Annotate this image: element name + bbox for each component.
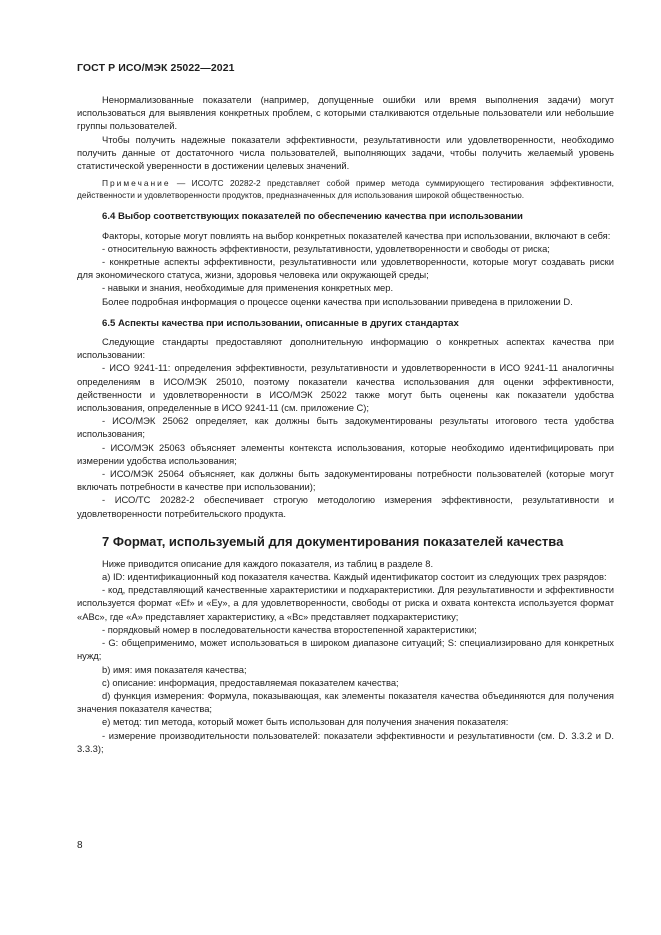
list-item: - G: общеприменимо, может использоваться в широком диапазоне ситуаций; S: специализировано для конкретных нужд;: [77, 637, 614, 662]
paragraph: Ненормализованные показатели (например, допущенные ошибки или время выполнения задачи) могут использоваться для выявления конкретных проблем, с которыми сталкиваются отдельные пользователи или небольшие группы пользователей.: [77, 94, 614, 132]
list-item: - ИСО/МЭК 25062 определяет, как должны быть задокументированы результаты итогового теста удобства использования;: [77, 415, 614, 440]
list-item: d) функция измерения: Формула, показывающая, как элементы показателя качества объединяются для получения значения показателя качества;: [77, 689, 614, 715]
list-item: - навыки и знания, необходимые для применения конкретных мер.: [102, 282, 394, 294]
list-item: - относительную важность эффективности, результативности, удовлетворенности и свободы от риска;: [102, 242, 550, 254]
list-item: - ИСО/МЭК 25063 объясняет элементы контекста использования, которые необходимо идентифицировать при измерении удобства использования;: [77, 441, 614, 466]
list-item: c) описание: информация, предоставляемая показателем качества;: [102, 676, 399, 688]
list-item: - порядковый номер в последовательности качества второстепенной характеристики;: [102, 623, 477, 635]
paragraph: Чтобы получить надежные показатели эффективности, результативности или удовлетворенности, необходимо получить данные от достаточного числа пользователей, выполняющих задачи, чтобы получить желаемый уровень статистической уверенности в достижении целевых значений.: [77, 133, 614, 172]
list-item: - код, представляющий качественные характеристики и подхарактеристики. Для результативности и эффективности используется формат «Ef» и «Ey», а для удовлетворенности, свободы от риска и охвата контекста используется формат «ABc», где «A» представляет характеристику, а «Bc» представляет подхарактеристику;: [77, 584, 614, 622]
list-item: - измерение производительности пользователей: показатели эффективности и результативности (см. D. 3.3.2 и D. 3.3.3);: [77, 729, 614, 754]
list-item: - ИСО/МЭК 25064 объясняет, как должны быть задокументированы потребности пользователей (которые могут включать потребности в качестве при использовании);: [77, 468, 614, 493]
paragraph: Более подробная информация о процессе оценки качества при использовании приведена в приложении D.: [102, 295, 573, 307]
list-item: a) ID: идентификационный код показателя качества. Каждый идентификатор состоит из следующих трех разрядов:: [102, 571, 607, 583]
paragraph: Факторы, которые могут повлиять на выбор конкретных показателей качества при использовании, включают в себя:: [102, 229, 611, 241]
running-header: ГОСТ Р ИСО/МЭК 25022—2021: [77, 62, 235, 74]
list-item: - ИСО 9241-11: определения эффективности, результативности и удовлетворенности в ИСО 9241-11 аналогичны определениям в ИСО/МЭК 25010, поэтому показатели качества использования для оценки эффективности, действенности и удовлетворенности в ИСО/МЭК 25022 также могут быть оценены как показатели удобства использования, определенные в ИСО 9241-11 (см. приложение С);: [77, 362, 614, 414]
list-item: - ИСО/ТС 20282-2 обеспечивает строгую методологию измерения эффективности, результативности и удовлетворенности потребительского продукта.: [77, 494, 614, 519]
page-content: [77, 93, 614, 755]
note-text: — ИСО/ТС 20282-2 представляет собой пример метода суммирующего тестирования эффективности, действенности и удовлетворенности продуктов, предназначенных для использования широкой общественностью.: [77, 178, 614, 200]
note: [77, 178, 614, 201]
list-item: b) имя: имя показателя качества;: [102, 663, 247, 675]
paragraph: Следующие стандарты предоставляют дополнительную информацию о конкретных аспектах качества при использовании:: [77, 336, 614, 361]
section-heading-7: 7 Формат, используемый для документирования показателей качества: [102, 533, 564, 549]
list-item: - конкретные аспекты эффективности, результативности или удовлетворенности, которые могут создавать риски для экономического статуса, жизни, здоровья человека или окружающей среды;: [77, 256, 614, 281]
section-heading-6-4: 6.4 Выбор соответствующих показателей по обеспечению качества при использовании: [102, 211, 523, 223]
list-item: e) метод: тип метода, который может быть использован для получения значения показателя:: [102, 716, 509, 728]
paragraph: Ниже приводится описание для каждого показателя, из таблиц в разделе 8.: [102, 557, 434, 569]
page-number: 8: [77, 840, 83, 851]
note-label: Примечание: [102, 178, 171, 189]
section-heading-6-5: 6.5 Аспекты качества при использовании, описанные в других стандартах: [102, 317, 459, 329]
